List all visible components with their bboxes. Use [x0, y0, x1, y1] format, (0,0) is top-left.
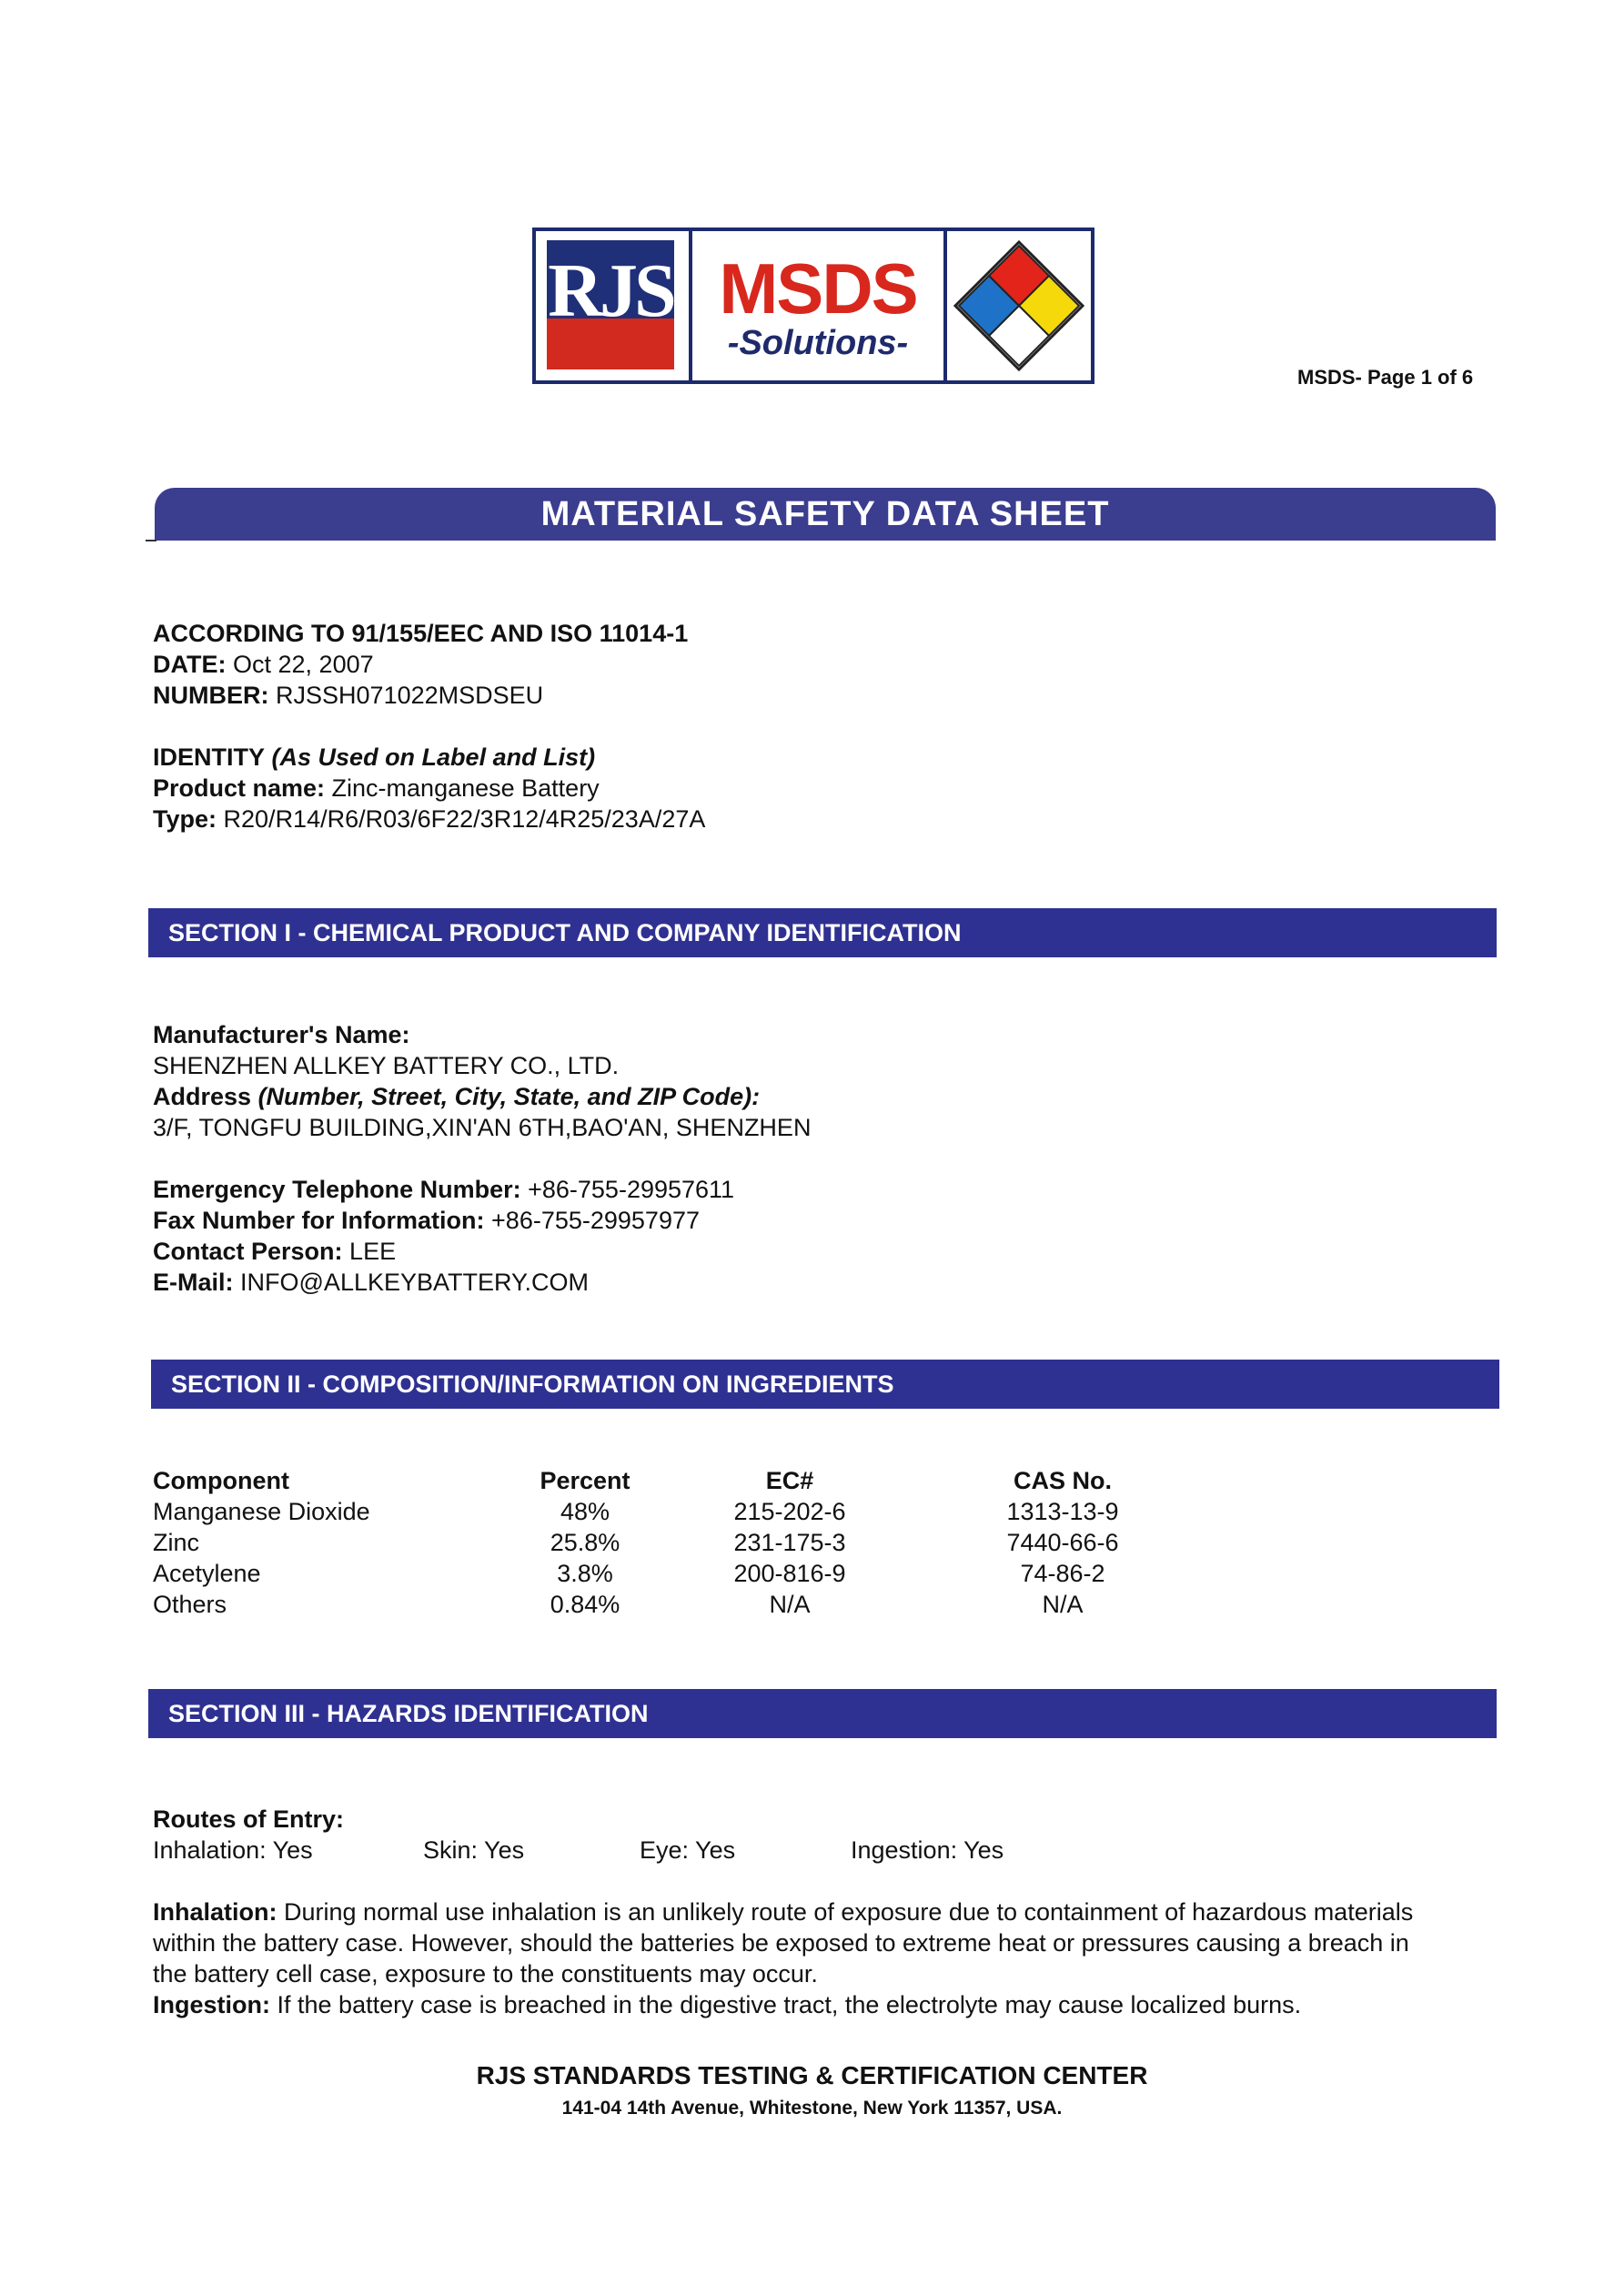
manufacturer-value: SHENZHEN ALLKEY BATTERY CO., LTD.: [153, 1052, 620, 1079]
msds-solutions-logo: [532, 228, 1094, 384]
type-line: [153, 804, 705, 834]
date-label: DATE:: [153, 651, 227, 678]
table-cell: 200-816-9: [733, 1560, 846, 1587]
table-cell: N/A: [1042, 1591, 1084, 1618]
msds-wordmark: [692, 231, 947, 380]
ingestion-text: If the battery case is breached in the digestive tract, the electrolyte may cause localized burns.: [277, 1991, 1302, 2018]
table-cell: Others: [153, 1591, 227, 1618]
emergency-phone-line: [153, 1174, 734, 1205]
table-cell: 74-86-2: [1020, 1560, 1105, 1587]
identity-label: IDENTITY: [153, 743, 266, 771]
address-value: 3/F, TONGFU BUILDING,XIN'AN 6TH,BAO'AN, SHENZHEN: [153, 1114, 812, 1141]
table-cell: 3.8%: [557, 1560, 613, 1587]
type-value: R20/R14/R6/R03/6F22/3R12/4R25/23A/27A: [223, 805, 706, 833]
address-line: [153, 1081, 760, 1112]
fax-label: Fax Number for Information:: [153, 1207, 485, 1234]
address-label: Address: [153, 1083, 252, 1110]
divider: [146, 540, 156, 541]
document-title: MATERIAL SAFETY DATA SHEET: [155, 488, 1496, 541]
column-header-cas: CAS No.: [1014, 1467, 1112, 1494]
table-cell: 231-175-3: [733, 1529, 846, 1556]
route-ingestion: Ingestion: Yes: [851, 1836, 1004, 1864]
table-cell: Manganese Dioxide: [153, 1498, 370, 1525]
section-3-header: SECTION III - HAZARDS IDENTIFICATION: [148, 1689, 1497, 1738]
ingredients-table: [153, 1465, 1199, 1620]
ingestion-paragraph: [153, 1989, 1436, 2020]
section-2-header: SECTION II - COMPOSITION/INFORMATION ON INGREDIENTS: [151, 1360, 1499, 1409]
date-value: Oct 22, 2007: [233, 651, 374, 678]
rjs-emblem: [547, 240, 674, 369]
column-header-percent: Percent: [540, 1467, 630, 1494]
identity-line: [153, 742, 595, 773]
footer-organization: RJS STANDARDS TESTING & CERTIFICATION CENTER: [476, 2061, 1148, 2089]
route-eye: Eye: Yes: [640, 1836, 736, 1864]
email-label: E-Mail:: [153, 1269, 234, 1296]
routes-of-entry-list: [153, 1835, 1004, 1866]
table-cell: 25.8%: [550, 1529, 620, 1556]
table-cell: Acetylene: [153, 1560, 261, 1587]
table-cell: 7440-66-6: [1006, 1529, 1119, 1556]
number-line: [153, 680, 543, 711]
msds-wordmark-text: MSDS: [719, 248, 917, 329]
hazard-description: [153, 1896, 1436, 2020]
table-header-row: [153, 1465, 1199, 1496]
contact-person-line: [153, 1236, 396, 1267]
solutions-wordmark-text: -Solutions-: [727, 324, 909, 362]
column-header-ec: EC#: [765, 1467, 814, 1494]
table-cell: 0.84%: [550, 1591, 620, 1618]
number-label: NUMBER:: [153, 682, 269, 709]
emergency-phone-label: Emergency Telephone Number:: [153, 1176, 521, 1203]
table-row: [153, 1558, 1199, 1589]
hazard-diamond-graphic: [947, 231, 1091, 380]
fax-line: [153, 1205, 700, 1236]
number-value: RJSSH071022MSDSEU: [276, 682, 544, 709]
inhalation-label: Inhalation:: [153, 1898, 277, 1926]
table-cell: 215-202-6: [733, 1498, 846, 1525]
table-row: [153, 1589, 1199, 1620]
regulation-reference: ACCORDING TO 91/155/EEC AND ISO 11014-1: [153, 620, 689, 647]
fax-value: +86-755-29957977: [491, 1207, 700, 1234]
routes-of-entry-label: Routes of Entry:: [153, 1805, 345, 1833]
product-name-line: [153, 773, 600, 804]
product-name-label: Product name:: [153, 774, 326, 802]
date-line: [153, 649, 374, 680]
inhalation-text: During normal use inhalation is an unlikely route of exposure due to containment of hazardous materials within the battery case. However, should the batteries be exposed to extreme heat or pressures causing a breach in the battery cell case, exposure to the constituents may occur.: [153, 1898, 1414, 1988]
table-cell: Zinc: [153, 1529, 200, 1556]
identity-note: (As Used on Label and List): [271, 743, 596, 771]
section-1-header: SECTION I - CHEMICAL PRODUCT AND COMPANY IDENTIFICATION: [148, 908, 1497, 957]
table-cell: N/A: [769, 1591, 811, 1618]
email-line: [153, 1267, 589, 1298]
column-header-component: Component: [153, 1467, 289, 1494]
table-cell: 1313-13-9: [1006, 1498, 1119, 1525]
route-skin: Skin: Yes: [423, 1836, 525, 1864]
rjs-logo: [536, 231, 692, 380]
email-value: INFO@ALLKEYBATTERY.COM: [240, 1269, 590, 1296]
contact-person-value: LEE: [349, 1238, 397, 1265]
table-cell: 48%: [560, 1498, 610, 1525]
page-number: MSDS- Page 1 of 6: [1297, 366, 1474, 389]
rjs-logo-text: RJS: [548, 248, 673, 333]
address-note: (Number, Street, City, State, and ZIP Code):: [257, 1083, 761, 1110]
inhalation-paragraph: [153, 1896, 1436, 1989]
contact-person-label: Contact Person:: [153, 1238, 343, 1265]
route-inhalation: Inhalation: Yes: [153, 1836, 313, 1864]
footer-address: 141-04 14th Avenue, Whitestone, New York 11357, USA.: [561, 2098, 1063, 2119]
type-label: Type:: [153, 805, 217, 833]
manufacturer-label: Manufacturer's Name:: [153, 1021, 410, 1048]
product-name-value: Zinc-manganese Battery: [331, 774, 600, 802]
emergency-phone-value: +86-755-29957611: [528, 1176, 735, 1203]
table-row: [153, 1496, 1199, 1527]
hazard-diamond-icon: [947, 231, 1091, 380]
table-row: [153, 1527, 1199, 1558]
ingestion-label: Ingestion:: [153, 1991, 270, 2018]
